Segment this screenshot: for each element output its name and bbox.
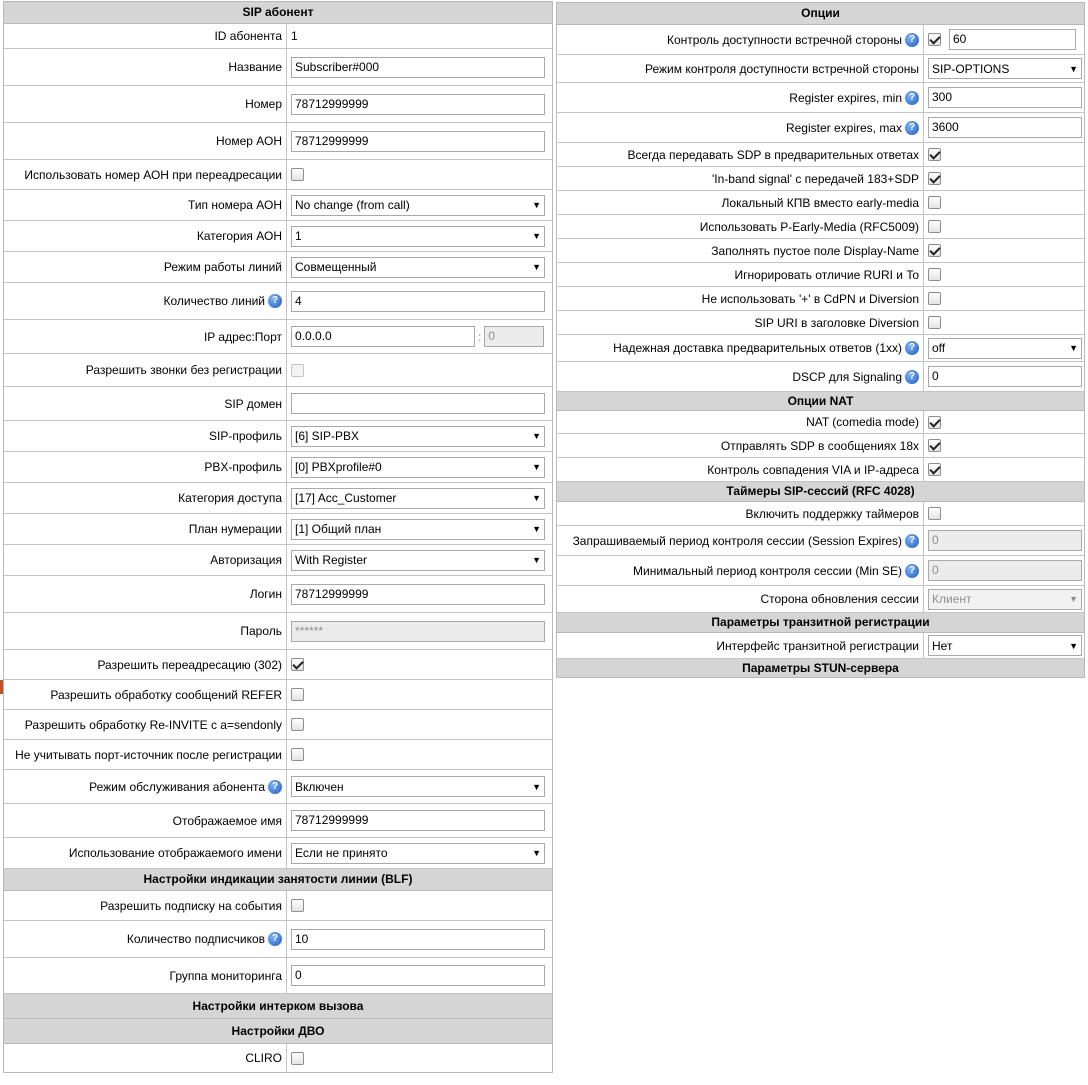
row-sip-uri-div (557, 311, 1084, 335)
session-expires-label: Запрашиваемый период контроля сессии (Session Expires) (572, 533, 902, 548)
subscribers-count-label-cell (4, 921, 287, 957)
options-panel (556, 2, 1085, 678)
allow-unregistered-checkbox[interactable] (291, 364, 304, 377)
enable-timers-checkbox[interactable] (928, 507, 941, 520)
transit-iface-label: Интерфейс транзитной регистрации (557, 633, 924, 658)
subscriber-id-value: 1 (291, 29, 298, 43)
name-input[interactable]: Subscriber#000 (291, 57, 545, 78)
login-label: Логин (4, 576, 287, 612)
row-min-se (557, 556, 1084, 586)
section-header-stun: Параметры STUN-сервера (557, 659, 1084, 678)
numbering-plan-label: План нумерации (4, 514, 287, 544)
lines-count-label: Количество линий (163, 294, 265, 308)
section-header-dvo: Настройки ДВО (4, 1019, 552, 1044)
sip-profile-label: SIP-профиль (4, 421, 287, 451)
row-access-category (4, 483, 552, 514)
ip-input[interactable]: 0.0.0.0 (291, 326, 475, 347)
use-aon-redirect-label: Использовать номер АОН при переадресации (4, 160, 287, 189)
dropdown-arrow-icon: ▼ (532, 262, 541, 272)
display-name-use-label: Использование отображаемого имени (4, 838, 287, 868)
send-sdp-18x-label: Отправлять SDP в сообщениях 18x (557, 434, 924, 457)
peer-check-checkbox[interactable] (928, 33, 941, 46)
p-early-label: Использовать P-Early-Media (RFC5009) (557, 215, 924, 238)
password-input[interactable]: ****** (291, 621, 545, 642)
numbering-plan-select[interactable] (291, 519, 545, 540)
via-ip-checkbox[interactable] (928, 463, 941, 476)
row-peer-check-mode (557, 55, 1084, 83)
ignore-ruri-label: Игнорировать отличие RURI и To (557, 263, 924, 286)
row-name (4, 49, 552, 86)
row-local-kpv (557, 191, 1084, 215)
help-icon[interactable]: ? (905, 564, 919, 578)
lines-count-label-cell (4, 283, 287, 319)
row-ip-port (4, 320, 552, 354)
nat-comedia-label: NAT (comedia mode) (557, 411, 924, 433)
allow-subscribe-checkbox[interactable] (291, 899, 304, 912)
pbx-profile-selected: [0] PBXprofile#0 (295, 460, 382, 474)
dropdown-arrow-icon: ▼ (532, 493, 541, 503)
help-icon[interactable]: ? (268, 780, 282, 794)
allow-unregistered-label: Разрешить звонки без регистрации (4, 354, 287, 386)
enable-timers-label: Включить поддержку таймеров (557, 502, 924, 525)
number-label: Номер (4, 86, 287, 122)
refresher-label: Сторона обновления сессии (557, 586, 924, 612)
always-sdp-label: Всегда передавать SDP в предварительных ответах (557, 143, 924, 166)
help-icon[interactable]: ? (268, 932, 282, 946)
help-icon[interactable]: ? (905, 121, 919, 135)
reg-min-label-cell (557, 83, 924, 112)
aon-category-label: Категория АОН (4, 221, 287, 251)
peer-check-mode-label: Режим контроля доступности встречной стороны (557, 55, 924, 82)
help-icon[interactable]: ? (905, 91, 919, 105)
always-sdp-checkbox[interactable] (928, 148, 941, 161)
help-icon[interactable]: ? (905, 33, 919, 47)
pbx-profile-label: PBX-профиль (4, 452, 287, 482)
row-monitoring-group (4, 958, 552, 994)
row-number (4, 86, 552, 123)
access-category-select[interactable] (291, 488, 545, 509)
peer-check-label-cell (557, 25, 924, 54)
session-expires-input[interactable]: 0 (928, 530, 1082, 551)
row-ignore-src-port (4, 740, 552, 770)
row-cliro (4, 1044, 552, 1072)
row-via-ip (557, 458, 1084, 482)
row-use-aon-redirect (4, 160, 552, 190)
service-mode-selected: Включен (295, 779, 344, 794)
row-no-plus (557, 287, 1084, 311)
row-transit-iface (557, 633, 1084, 659)
row-always-sdp (557, 143, 1084, 167)
row-sip-domain (4, 387, 552, 421)
dropdown-arrow-icon: ▼ (532, 431, 541, 441)
reliable-label: Надежная доставка предварительных ответов (1xx) (613, 341, 902, 355)
section-header-options: Опции (557, 3, 1084, 25)
row-service-mode (4, 770, 552, 804)
cliro-checkbox[interactable] (291, 1052, 304, 1065)
access-category-label: Категория доступа (4, 483, 287, 513)
min-se-label: Минимальный период контроля сессии (Min SE) (633, 563, 902, 578)
display-name-use-select[interactable] (291, 843, 545, 864)
aon-type-selected: No change (from call) (295, 198, 410, 212)
row-display-name (4, 804, 552, 838)
reliable-selected: off (932, 341, 946, 355)
dscp-label-cell (557, 362, 924, 391)
auth-selected: With Register (295, 553, 368, 567)
send-sdp-18x-checkbox[interactable] (928, 439, 941, 452)
row-sip-profile (4, 421, 552, 452)
sip-uri-div-checkbox[interactable] (928, 316, 941, 329)
row-inband (557, 167, 1084, 191)
service-mode-label: Режим обслуживания абонента (89, 779, 265, 794)
section-header-intercom: Настройки интерком вызова (4, 994, 552, 1019)
row-send-sdp-18x (557, 434, 1084, 458)
service-mode-select[interactable] (291, 776, 545, 797)
lines-mode-select[interactable] (291, 257, 545, 278)
transit-iface-selected: Нет (932, 638, 953, 653)
dscp-label: DSCP для Signaling (792, 369, 902, 384)
sip-profile-select[interactable] (291, 426, 545, 447)
display-name-label: Отображаемое имя (4, 804, 287, 837)
dropdown-arrow-icon: ▼ (1069, 594, 1078, 604)
row-nat-comedia (557, 411, 1084, 434)
allow-redirect-checkbox[interactable] (291, 658, 304, 671)
section-header-nat: Опции NAT (557, 392, 1084, 411)
row-subscribers-count (4, 921, 552, 958)
help-icon[interactable]: ? (905, 370, 919, 384)
allow-subscribe-label: Разрешить подписку на события (4, 891, 287, 920)
access-category-selected: [17] Acc_Customer (295, 491, 397, 505)
subscribers-count-label: Количество подписчиков (126, 932, 265, 946)
reg-max-label-cell (557, 113, 924, 142)
inband-checkbox[interactable] (928, 172, 941, 185)
dropdown-arrow-icon: ▼ (532, 848, 541, 858)
allow-reinvite-checkbox[interactable] (291, 718, 304, 731)
aon-number-input[interactable]: 78712999999 (291, 131, 545, 152)
aon-type-select[interactable] (291, 195, 545, 216)
row-password (4, 613, 552, 650)
fill-display-label: Заполнять пустое поле Display-Name (557, 239, 924, 262)
session-expires-label-cell (557, 526, 924, 555)
transit-iface-select[interactable] (928, 635, 1082, 656)
section-header-session-timers: Таймеры SIP-сессий (RFC 4028) (557, 482, 1084, 502)
dropdown-arrow-icon: ▼ (532, 781, 541, 792)
row-allow-refer (4, 680, 552, 710)
section-header-transit-registration: Параметры транзитной регистрации (557, 613, 1084, 633)
row-subscriber-id (4, 24, 552, 49)
help-icon[interactable]: ? (905, 341, 919, 355)
allow-redirect-label: Разрешить переадресацию (302) (4, 650, 287, 679)
ignore-src-port-checkbox[interactable] (291, 748, 304, 761)
allow-reinvite-label: Разрешить обработку Re-INVITE с a=sendonly (4, 710, 287, 739)
monitoring-group-input[interactable]: 0 (291, 965, 545, 986)
row-allow-unregistered (4, 354, 552, 387)
ip-port-separator: : (478, 329, 482, 344)
row-reliable (557, 335, 1084, 362)
sip-uri-div-label: SIP URI в заголовке Diversion (557, 311, 924, 334)
fill-display-checkbox[interactable] (928, 244, 941, 257)
no-plus-checkbox[interactable] (928, 292, 941, 305)
peer-check-interval-input[interactable]: 60 (949, 29, 1076, 50)
reg-max-input[interactable]: 3600 (928, 117, 1082, 138)
sip-subscriber-panel (3, 1, 553, 1073)
row-enable-timers (557, 502, 1084, 526)
port-input[interactable]: 0 (484, 326, 544, 347)
row-aon-category (4, 221, 552, 252)
row-refresher (557, 586, 1084, 613)
monitoring-group-label: Группа мониторинга (4, 958, 287, 993)
row-display-name-use (4, 838, 552, 869)
row-peer-check (557, 25, 1084, 55)
dropdown-arrow-icon: ▼ (532, 231, 541, 241)
dropdown-arrow-icon: ▼ (1069, 343, 1078, 353)
password-label: Пароль (4, 613, 287, 649)
row-allow-redirect (4, 650, 552, 680)
refresher-select[interactable] (928, 589, 1082, 610)
row-allow-subscribe (4, 891, 552, 921)
subscriber-id-label: ID абонента (4, 24, 287, 48)
sip-domain-input[interactable] (291, 393, 545, 414)
peer-check-mode-selected: SIP-OPTIONS (932, 61, 1010, 76)
dropdown-arrow-icon: ▼ (1069, 640, 1078, 651)
reg-min-input[interactable]: 300 (928, 87, 1082, 108)
name-label: Название (4, 49, 287, 85)
dscp-input[interactable]: 0 (928, 366, 1082, 387)
use-aon-redirect-checkbox[interactable] (291, 168, 304, 181)
row-p-early (557, 215, 1084, 239)
subscribers-count-input[interactable]: 10 (291, 929, 545, 950)
row-lines-mode (4, 252, 552, 283)
ignore-ruri-checkbox[interactable] (928, 268, 941, 281)
refresher-selected: Клиент (932, 592, 972, 606)
lines-mode-label: Режим работы линий (4, 252, 287, 282)
lines-count-input[interactable]: 4 (291, 291, 545, 312)
aon-category-select[interactable] (291, 226, 545, 247)
row-ignore-ruri (557, 263, 1084, 287)
section-header-blf: Настройки индикации занятости линии (BLF) (4, 869, 552, 891)
min-se-input[interactable]: 0 (928, 560, 1082, 581)
row-reg-min (557, 83, 1084, 113)
row-aon-type (4, 190, 552, 221)
aon-number-label: Номер АОН (4, 123, 287, 159)
nat-comedia-checkbox[interactable] (928, 416, 941, 429)
reg-min-label: Register expires, min (789, 90, 902, 105)
row-lines-count (4, 283, 552, 320)
reliable-label-cell (557, 335, 924, 361)
dropdown-arrow-icon: ▼ (532, 555, 541, 565)
row-allow-reinvite (4, 710, 552, 740)
local-kpv-label: Локальный КПВ вместо early-media (557, 191, 924, 214)
via-ip-label: Контроль совпадения VIA и IP-адреса (557, 458, 924, 481)
dropdown-arrow-icon: ▼ (532, 524, 541, 534)
ignore-src-port-label: Не учитывать порт-источник после регистрации (4, 740, 287, 769)
no-plus-label: Не использовать '+' в CdPN и Diversion (557, 287, 924, 310)
row-dscp (557, 362, 1084, 392)
login-input[interactable]: 78712999999 (291, 584, 545, 605)
pbx-profile-select[interactable] (291, 457, 545, 478)
sip-profile-selected: [6] SIP-PBX (295, 429, 360, 443)
service-mode-label-cell (4, 770, 287, 803)
reg-max-label: Register expires, max (785, 120, 902, 135)
row-fill-display (557, 239, 1084, 263)
local-kpv-checkbox[interactable] (928, 196, 941, 209)
row-numbering-plan (4, 514, 552, 545)
help-icon[interactable]: ? (905, 534, 919, 548)
section-header-sip-subscriber: SIP абонент (4, 2, 552, 24)
row-aon-number (4, 123, 552, 160)
row-pbx-profile (4, 452, 552, 483)
allow-refer-checkbox[interactable] (291, 688, 304, 701)
dropdown-arrow-icon: ▼ (1069, 63, 1078, 74)
allow-refer-label: Разрешить обработку сообщений REFER (4, 680, 287, 709)
auth-select[interactable] (291, 550, 545, 571)
peer-check-mode-select[interactable] (928, 58, 1082, 79)
row-reg-max (557, 113, 1084, 143)
reliable-select[interactable] (928, 338, 1082, 359)
inband-label: 'In-band signal' с передачей 183+SDP (557, 167, 924, 190)
dropdown-arrow-icon: ▼ (532, 462, 541, 472)
row-auth (4, 545, 552, 576)
auth-label: Авторизация (4, 545, 287, 575)
row-session-expires (557, 526, 1084, 556)
dropdown-arrow-icon: ▼ (532, 200, 541, 210)
lines-mode-selected: Совмещенный (295, 260, 377, 274)
p-early-checkbox[interactable] (928, 220, 941, 233)
display-name-use-selected: Если не принято (295, 846, 388, 860)
row-login (4, 576, 552, 613)
numbering-plan-selected: [1] Общий план (295, 522, 382, 536)
aon-category-selected: 1 (295, 229, 302, 243)
peer-check-label: Контроль доступности встречной стороны (666, 32, 902, 47)
min-se-label-cell (557, 556, 924, 585)
sip-domain-label: SIP домен (4, 387, 287, 420)
cliro-label: CLIRO (4, 1044, 287, 1072)
help-icon[interactable]: ? (268, 294, 282, 308)
number-input[interactable]: 78712999999 (291, 94, 545, 115)
aon-type-label: Тип номера АОН (4, 190, 287, 220)
ip-port-label: IP адрес:Порт (4, 320, 287, 353)
display-name-input[interactable]: 78712999999 (291, 810, 545, 831)
